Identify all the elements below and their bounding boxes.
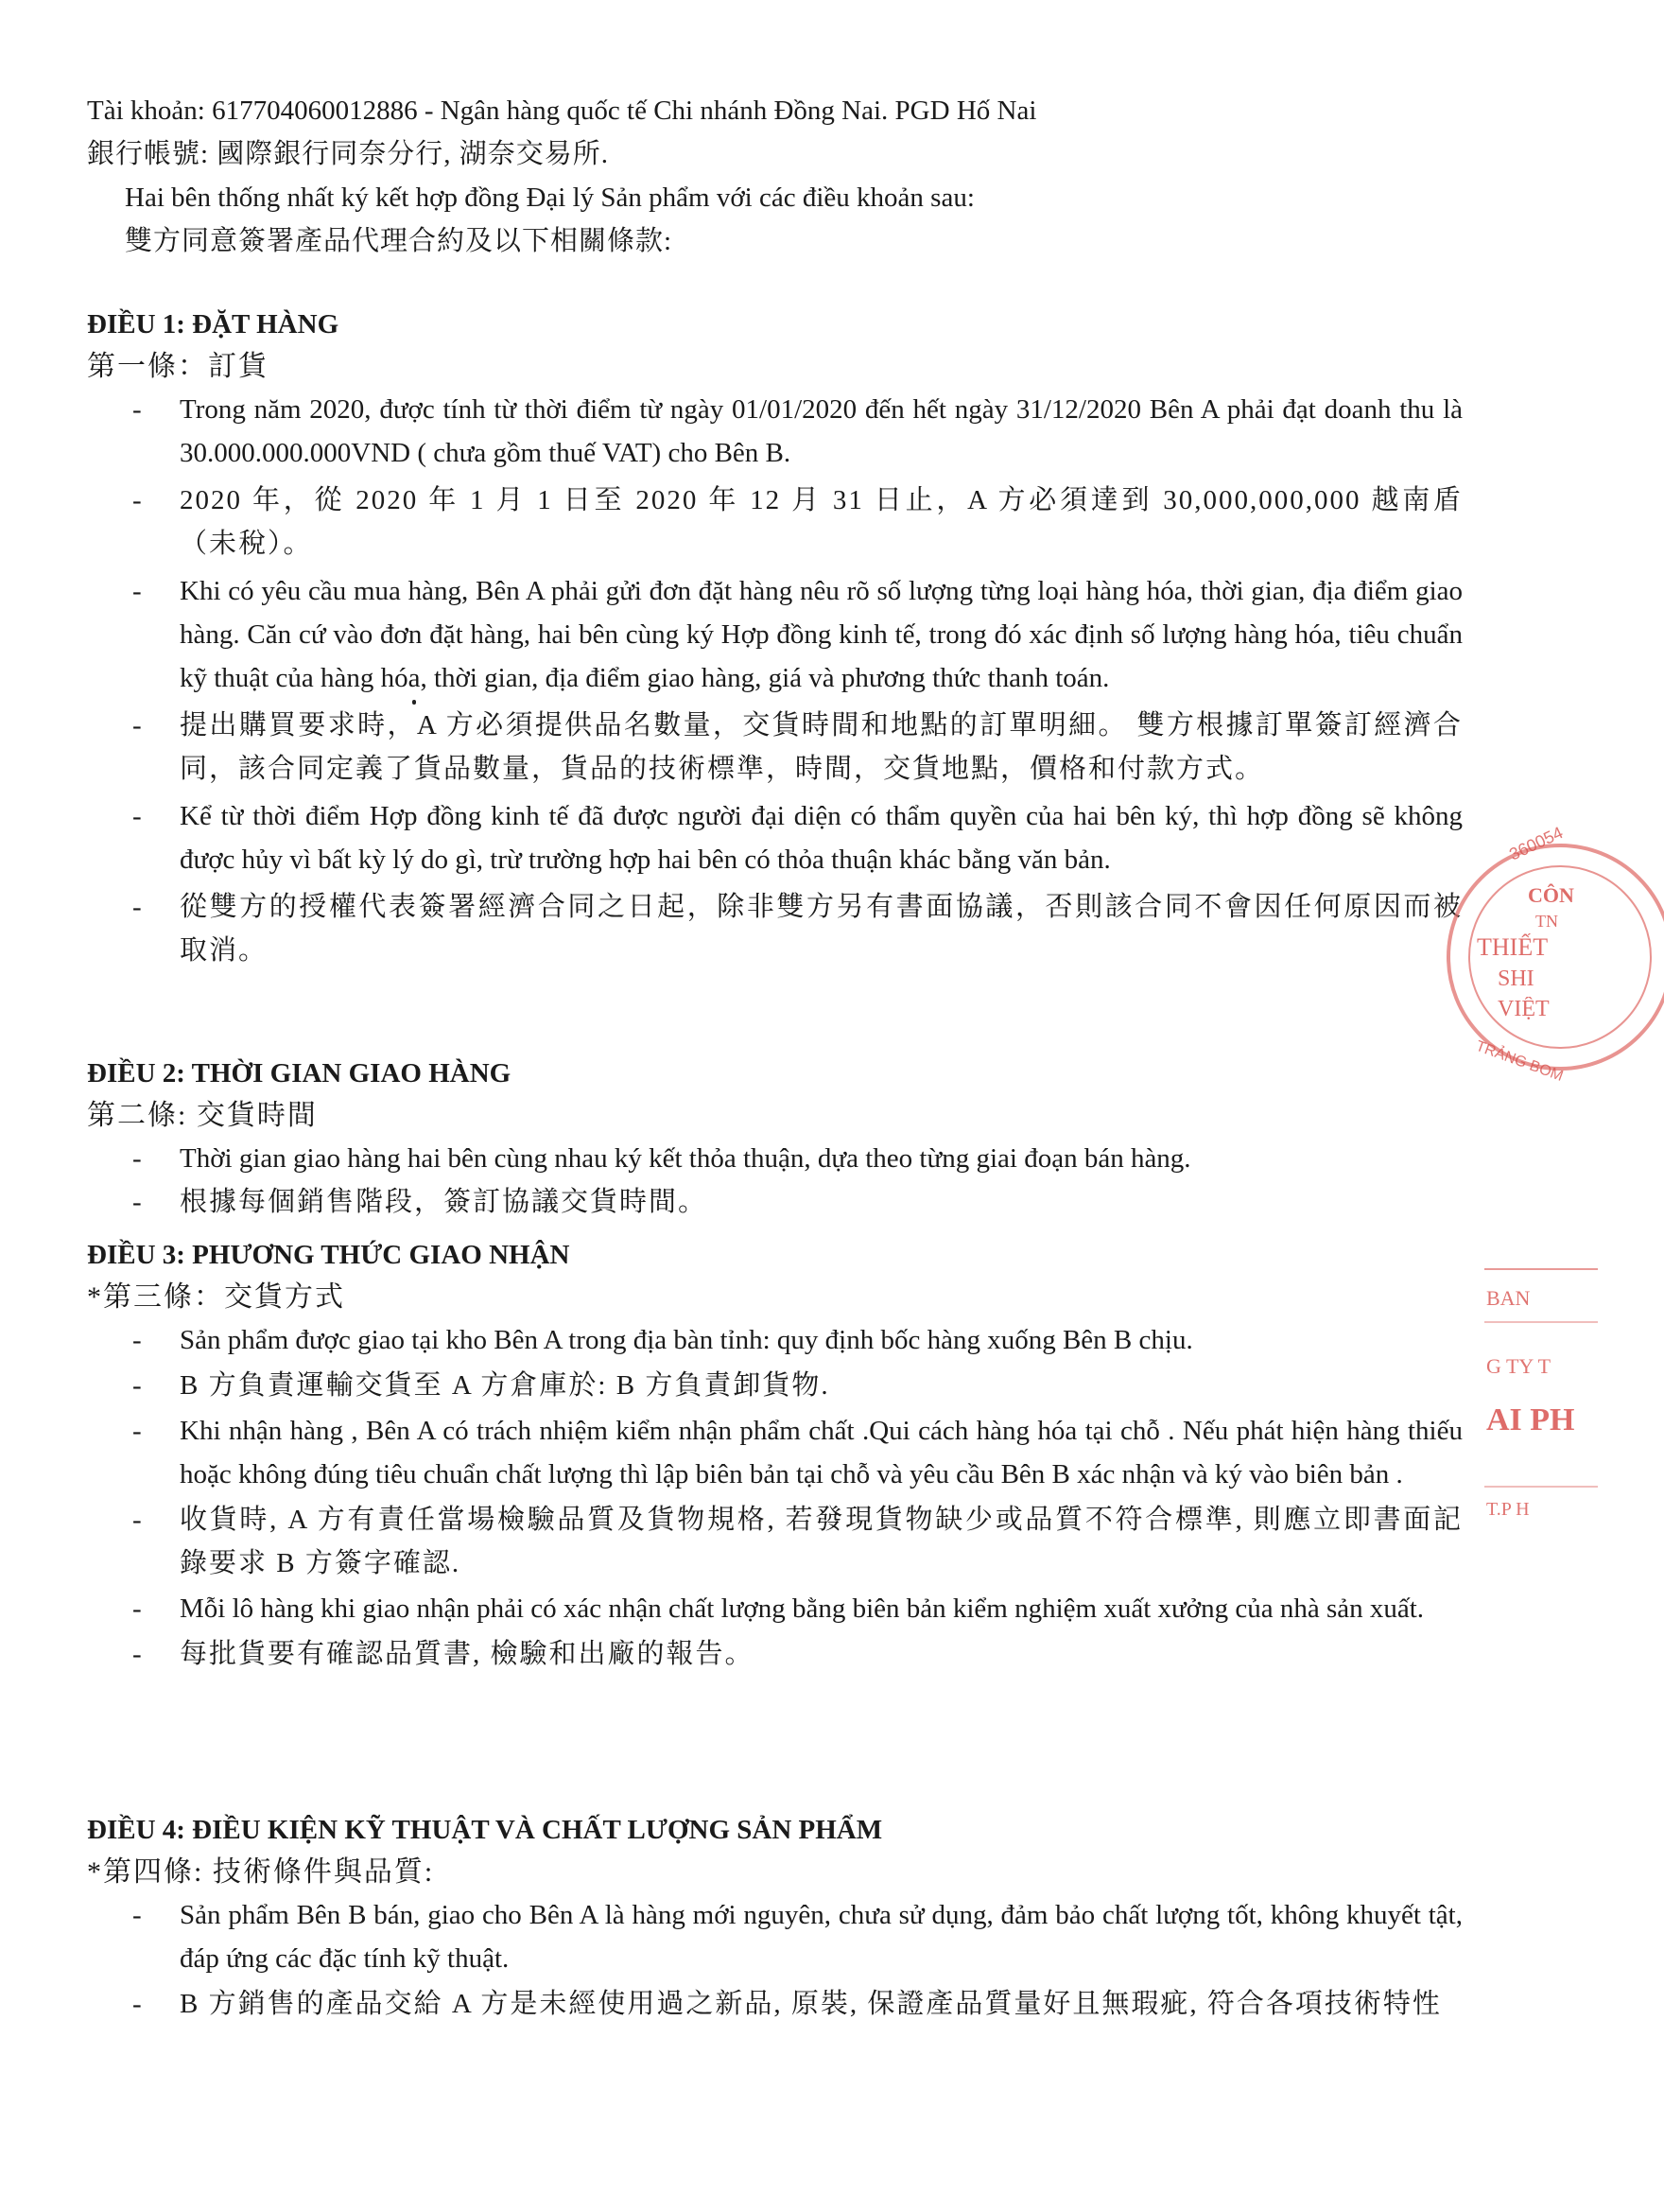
bullet-dash: - — [132, 1416, 142, 1446]
stamp-text: VIỆT — [1498, 997, 1550, 1021]
intro-block — [87, 89, 1477, 263]
article-1-heading: ĐIỀU 1: ĐẶT HÀNG — [87, 309, 339, 340]
list-item-text: Mỗi lô hàng khi giao nhận phải có xác nhận chất lượng bằng biên bản kiểm nghiệm xuất xưởng của nhà sản xuất. — [180, 1594, 1425, 1624]
stamp-text: THIẾT — [1477, 933, 1549, 961]
stamp-text: 360054 — [1506, 823, 1567, 864]
list-item-text: Trong năm 2020, được tính từ thời điểm từ ngày 01/01/2020 đến hết ngày 31/12/2020 Bên A phải đạt doanh thu là 30.000.000.000VND ( chưa gồm thuế VAT) cho Bên B. — [180, 394, 1463, 468]
bullet-dash: - — [132, 394, 142, 425]
list-item — [87, 1180, 1463, 1224]
bullet-dash: - — [132, 1989, 144, 2019]
agreement-statement-cn: 雙方同意簽署產品代理合約及以下相關條款: — [125, 226, 673, 256]
list-item — [87, 704, 1463, 791]
bullet-dash: - — [132, 1639, 144, 1669]
list-item — [87, 1632, 1463, 1676]
article-1 — [87, 303, 1477, 972]
bullet-dash: - — [132, 801, 142, 831]
list-item — [87, 479, 1463, 566]
bullet-dash: - — [132, 1143, 142, 1174]
list-item — [87, 885, 1463, 972]
article-4-subheading: *第四條: 技術條件與品質: — [87, 1856, 435, 1888]
article-4-heading: ĐIỀU 4: ĐIỀU KIỆN KỸ THUẬT VÀ CHẤT LƯỢNG SẢN PHẨM — [87, 1815, 883, 1845]
list-item — [87, 1498, 1463, 1585]
list-item-text: B 方銷售的產品交給 A 方是未經使用過之新品, 原裝, 保證產品質量好且無瑕疵, 符合各項技術特性 — [180, 1989, 1442, 2019]
list-item-text: Sản phẩm Bên B bán, giao cho Bên A là hàng mới nguyên, chưa sử dụng, đảm bảo chất lượng tốt, không khuyết tật, đáp ứng các đặc tính kỹ thuật. — [180, 1900, 1463, 1974]
article-3-items — [87, 1318, 1477, 1676]
article-2-subheading: 第二條: 交貨時間 — [87, 1100, 318, 1131]
list-item — [87, 1137, 1463, 1180]
stamp-text: CÔN — [1528, 883, 1574, 907]
stamp-text: TRẢNG BOM — [1473, 1037, 1566, 1085]
list-item-text: 每批貨要有確認品質書, 檢驗和出廠的報告。 — [180, 1639, 754, 1669]
article-2-items — [87, 1137, 1477, 1224]
list-item-text: Khi có yêu cầu mua hàng, Bên A phải gửi đơn đặt hàng nêu rõ số lượng từng loại hàng hóa, thời gian, địa điểm giao hàng. Căn cứ vào đơn đặt hàng, hai bên cùng ký Hợp đồng kinh tế, trong đó xác định số lượng hàng hóa, tiêu chuẩn kỹ thuật của hàng hóa, thời gian, địa điểm giao hàng, giá và phương thức thanh toán. — [180, 576, 1463, 693]
list-item-text: Khi nhận hàng , Bên A có trách nhiệm kiểm nhận phẩm chất .Qui cách hàng hóa tại chỗ . Nếu phát hiện hàng thiếu hoặc không đúng tiêu chuẩn chất lượng thì lập biên bản tại chỗ và yêu cầu Bên B xác nhận và ký vào biên bản . — [180, 1416, 1463, 1489]
article-3-subheading: *第三條：交貨方式 — [87, 1281, 345, 1313]
bullet-dash: - — [132, 892, 144, 922]
list-item-text: 從雙方的授權代表簽署經濟合同之日起，除非雙方另有書面協議，否則該合同不會因任何原因而被取消。 — [180, 892, 1463, 966]
agreement-statement-vi: Hai bên thống nhất ký kết hợp đồng Đại lý Sản phẩm với các điều khoản sau: — [125, 183, 975, 213]
stamp-text: TN — [1535, 912, 1558, 931]
rectangular-stamp — [1484, 1267, 1598, 1560]
list-item — [87, 1893, 1463, 1980]
article-2-heading: ĐIỀU 2: THỜI GIAN GIAO HÀNG — [87, 1058, 511, 1089]
bullet-dash: - — [132, 1370, 144, 1401]
article-1-subheading: 第一條：訂貨 — [87, 351, 269, 382]
stamp-text: T.P H — [1486, 1499, 1530, 1520]
bullet-dash: - — [132, 1187, 144, 1217]
article-3-heading: ĐIỀU 3: PHƯƠNG THỨC GIAO NHẬN — [87, 1240, 570, 1270]
list-item-text: Kể từ thời điểm Hợp đồng kinh tế đã được người đại diện có thẩm quyền của hai bên ký, thì hợp đồng sẽ không được hủy vì bất kỳ lý do gì, trừ trường hợp hai bên có thỏa thuận khác bằng văn bản. — [180, 801, 1463, 875]
stamp-text: BAN — [1486, 1286, 1531, 1310]
list-item — [87, 569, 1463, 700]
bullet-dash: - — [132, 1594, 142, 1624]
list-item — [87, 1982, 1463, 2026]
list-item — [87, 1364, 1463, 1407]
article-4 — [87, 1808, 1477, 2026]
list-item-text: Sản phẩm được giao tại kho Bên A trong địa bàn tỉnh: quy định bốc hàng xuống Bên B chịu. — [180, 1325, 1193, 1355]
bullet-dash: - — [132, 1325, 142, 1355]
list-item — [87, 794, 1463, 881]
stamp-text: G TY T — [1486, 1354, 1551, 1378]
list-item-text: Thời gian giao hàng hai bên cùng nhau ký kết thỏa thuận, dựa theo từng giai đoạn bán hàng. — [180, 1143, 1191, 1174]
bullet-dash: - — [132, 485, 144, 515]
list-item-text: 根據每個銷售階段，簽訂協議交貨時間。 — [180, 1187, 708, 1217]
bank-account-cn: 銀行帳號: 國際銀行同奈分行, 湖奈交易所. — [87, 139, 610, 169]
bullet-dash: - — [132, 1900, 142, 1930]
stamp-text: AI PH — [1486, 1402, 1575, 1437]
bullet-dash: - — [132, 576, 142, 606]
article-3 — [87, 1233, 1477, 1676]
article-2 — [87, 1052, 1477, 1224]
list-item-text: 收貨時, A 方有責任當場檢驗品質及貨物規格, 若發現貨物缺少或品質不符合標準, 則應立即書面記錄要求 B 方簽字確認. — [180, 1505, 1463, 1578]
company-stamp — [1437, 815, 1664, 1099]
stamp-text: SHI — [1498, 967, 1534, 991]
list-item — [87, 1318, 1463, 1362]
ink-dot — [412, 700, 416, 705]
list-item-text: B 方負責運輸交貨至 A 方倉庫於: B 方負責卸貨物. — [180, 1370, 830, 1401]
list-item — [87, 1409, 1463, 1496]
list-item — [87, 388, 1463, 475]
bank-account-vi: Tài khoản: 617704060012886 - Ngân hàng quốc tế Chi nhánh Đồng Nai. PGD Hố Nai — [87, 96, 1037, 126]
bullet-dash: - — [132, 710, 144, 740]
list-item-text: 提出購買要求時，A 方必須提供品名數量，交貨時間和地點的訂單明細。 雙方根據訂單簽訂經濟合同，該合同定義了貨品數量，貨品的技術標準，時間，交貨地點，價格和付款方式。 — [180, 710, 1463, 784]
article-4-items — [87, 1893, 1477, 2026]
article-1-items — [87, 388, 1477, 972]
list-item — [87, 1587, 1463, 1630]
bullet-dash: - — [132, 1505, 144, 1535]
list-item-text: 2020 年，從 2020 年 1 月 1 日至 2020 年 12 月 31 日止，A 方必須達到 30,000,000,000 越南盾（未稅）。 — [180, 485, 1463, 559]
